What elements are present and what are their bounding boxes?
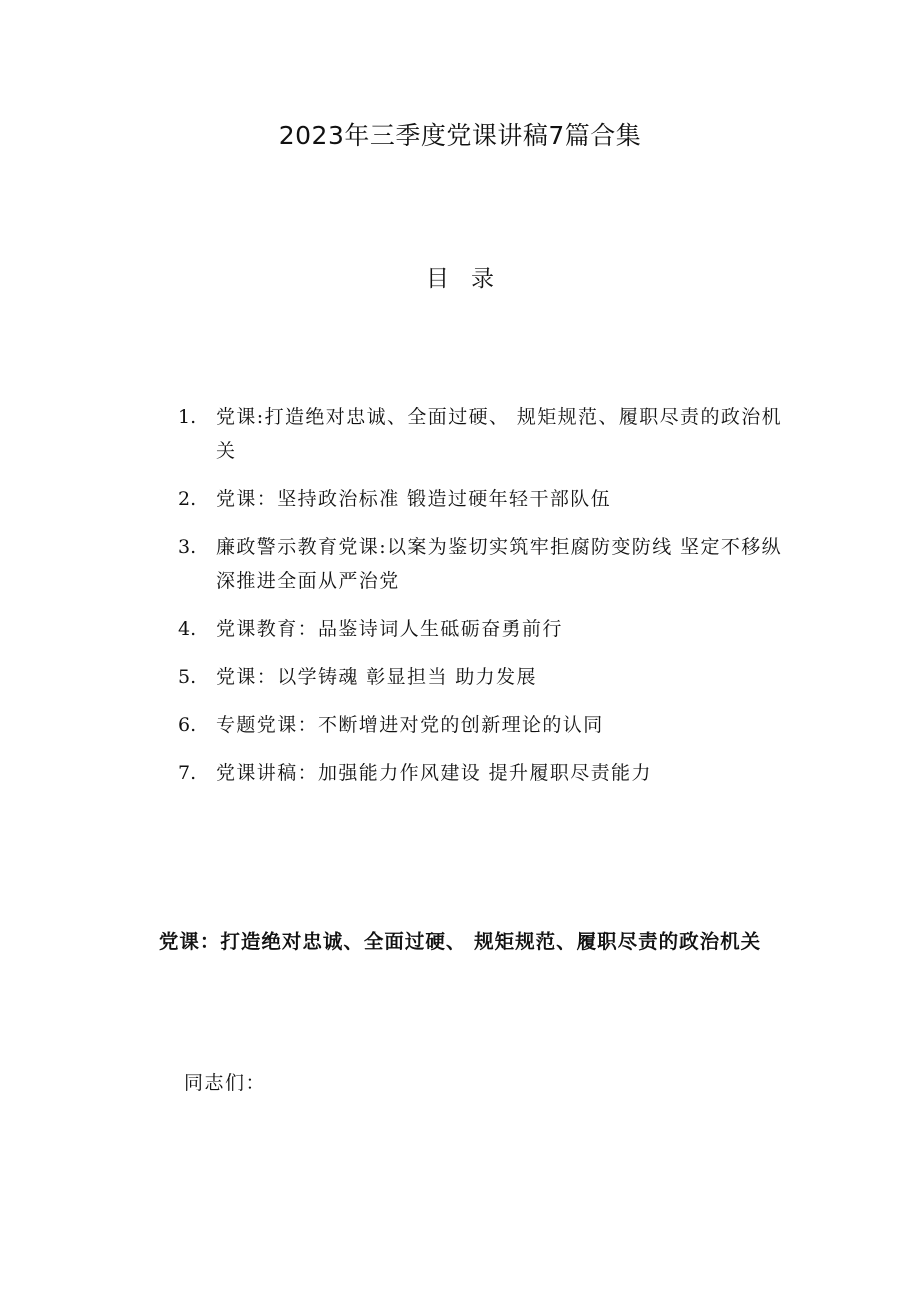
toc-item-number: 3. xyxy=(178,536,197,558)
table-of-contents xyxy=(178,400,788,804)
document-title: 2023年三季度党课讲稿7篇合集 xyxy=(278,121,642,150)
toc-item-number: 2. xyxy=(178,488,197,510)
toc-item-text: 党课讲稿：加强能力作风建设 提升履职尽责能力 xyxy=(216,762,652,784)
toc-item xyxy=(178,612,788,646)
toc-item xyxy=(178,660,788,694)
section-heading: 党课：打造绝对忠诚、全面过硬、 规矩规范、履职尽责的政治机关 xyxy=(158,930,762,953)
toc-item-text: 党课:打造绝对忠诚、全面过硬、 规矩规范、履职尽责的政治机关 xyxy=(216,406,783,462)
toc-item-number: 1. xyxy=(178,406,197,428)
toc-item xyxy=(178,482,788,516)
toc-item xyxy=(178,756,788,790)
toc-item-number: 6. xyxy=(178,714,197,736)
toc-item xyxy=(178,400,788,468)
toc-item-number: 5. xyxy=(178,666,197,688)
greeting-text: 同志们： xyxy=(184,1072,267,1094)
toc-item-number: 4. xyxy=(178,618,197,640)
toc-item-text: 党课教育：品鉴诗词人生砥砺奋勇前行 xyxy=(216,618,563,640)
toc-item xyxy=(178,708,788,742)
toc-item-text: 专题党课：不断增进对党的创新理论的认同 xyxy=(216,714,604,736)
toc-item-number: 7. xyxy=(178,762,197,784)
toc-item xyxy=(178,530,788,598)
toc-item-text: 党课：以学铸魂 彰显担当 助力发展 xyxy=(216,666,537,688)
toc-item-text: 廉政警示教育党课:以案为鉴切实筑牢拒腐防变防线 坚定不移纵深推进全面从严治党 xyxy=(216,536,783,592)
toc-heading: 目录 xyxy=(426,266,516,292)
toc-item-text: 党课：坚持政治标准 锻造过硬年轻干部队伍 xyxy=(216,488,612,510)
